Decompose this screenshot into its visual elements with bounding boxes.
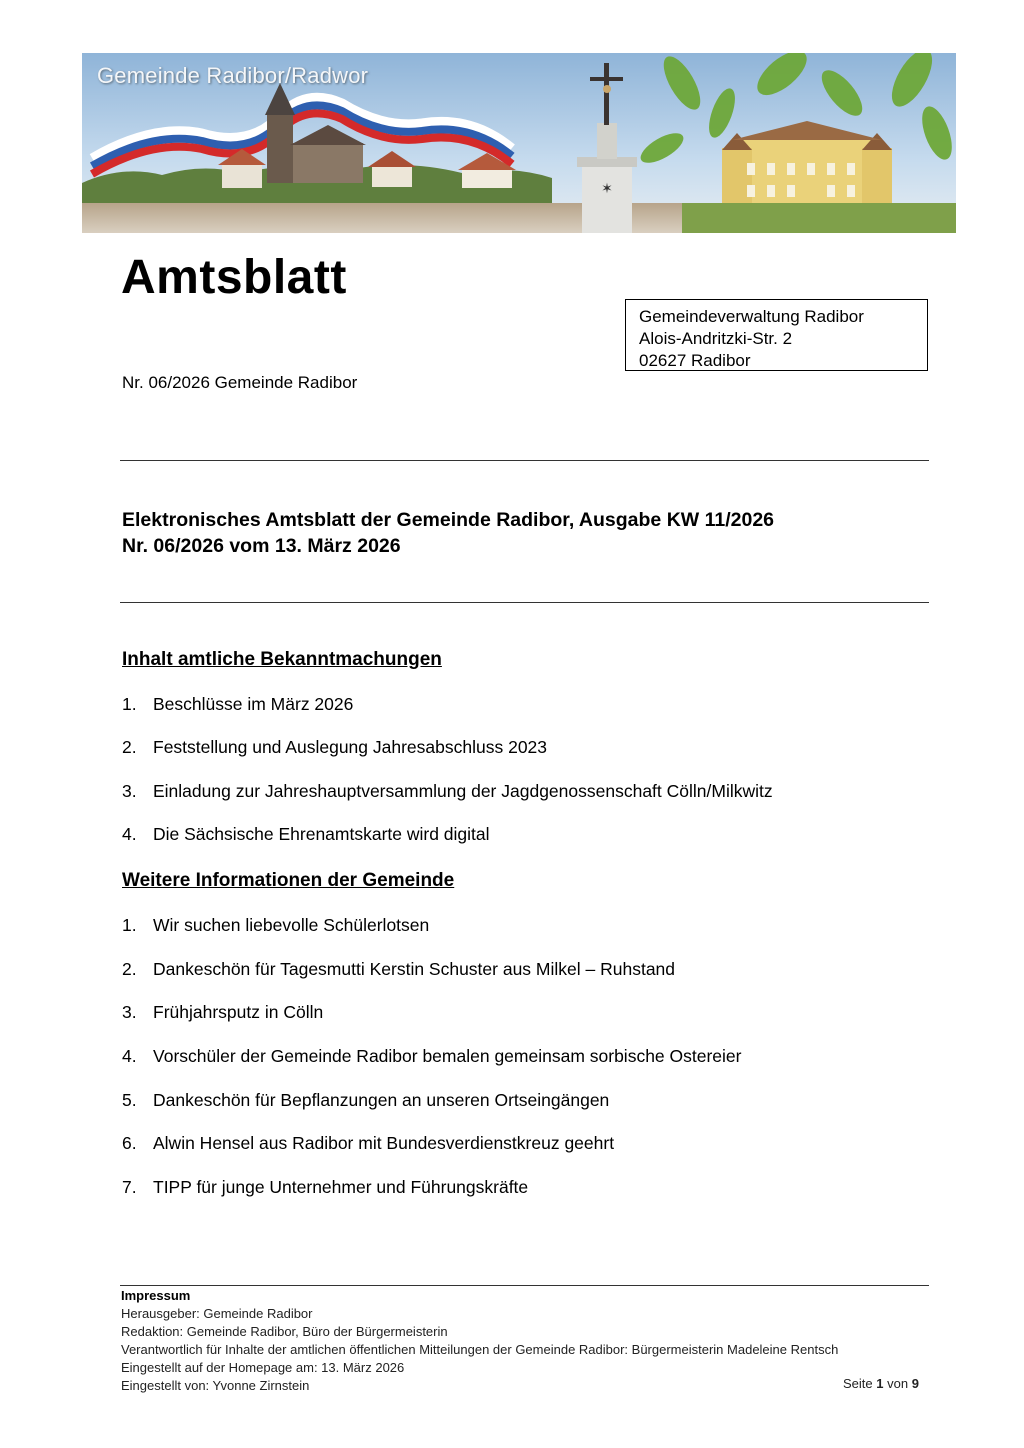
impressum-editor: Redaktion: Gemeinde Radibor, Büro der Bürgermeisterin bbox=[121, 1324, 448, 1339]
issue-line: Nr. 06/2026 Gemeinde Radibor bbox=[122, 373, 358, 392]
impressum-responsible: Verantwortlich für Inhalte der amtlichen öffentlichen Mitteilungen der Gemeinde Radibor: Bürgermeisterin Madeleine Rentsch bbox=[121, 1342, 839, 1357]
list-text: TIPP für junge Unternehmer und Führungskräfte bbox=[153, 1177, 529, 1197]
list-item bbox=[122, 694, 353, 715]
list-item bbox=[122, 781, 773, 802]
section-heading-official: Inhalt amtliche Bekanntmachungen bbox=[122, 649, 442, 670]
list-number: 3. bbox=[122, 781, 137, 801]
list-text: Vorschüler der Gemeinde Radibor bemalen gemeinsam sorbische Ostereier bbox=[153, 1046, 742, 1066]
impressum-published-date: Eingestellt auf der Homepage am: 13. März 2026 bbox=[121, 1360, 405, 1375]
section-heading-further-info: Weitere Informationen der Gemeinde bbox=[122, 870, 455, 891]
list-text: Alwin Hensel aus Radibor mit Bundesverdienstkreuz geehrt bbox=[153, 1133, 615, 1153]
header-banner bbox=[82, 53, 956, 233]
list-item bbox=[122, 1133, 614, 1154]
list-item bbox=[122, 1090, 609, 1111]
list-number: 4. bbox=[122, 1046, 137, 1066]
impressum bbox=[121, 1287, 838, 1395]
list-number: 1. bbox=[122, 915, 137, 935]
list-number: 7. bbox=[122, 1177, 137, 1197]
list-number: 5. bbox=[122, 1090, 137, 1110]
headline-line-1: Elektronisches Amtsblatt der Gemeinde Radibor, Ausgabe KW 11/2026 bbox=[122, 509, 775, 531]
list-item bbox=[122, 737, 547, 758]
list-number: 2. bbox=[122, 959, 137, 979]
list-number: 4. bbox=[122, 824, 137, 844]
address-line-2: Alois-Andritzki-Str. 2 bbox=[639, 329, 793, 348]
impressum-published-by: Eingestellt von: Yvonne Zirnstein bbox=[121, 1378, 310, 1393]
list-item bbox=[122, 959, 675, 980]
page-total: 9 bbox=[911, 1376, 919, 1391]
list-number: 2. bbox=[122, 737, 137, 757]
list-number: 3. bbox=[122, 1002, 137, 1022]
page-current: 1 bbox=[876, 1376, 884, 1391]
address-line-1: Gemeindeverwaltung Radibor bbox=[639, 307, 864, 326]
headline bbox=[122, 507, 774, 559]
banner-title: Gemeinde Radibor/Radwor bbox=[97, 63, 369, 88]
list-text: Feststellung und Auslegung Jahresabschluss 2023 bbox=[153, 737, 548, 757]
list-text: Dankeschön für Bepflanzungen an unseren Ortseingängen bbox=[153, 1090, 610, 1110]
list-text: Dankeschön für Tagesmutti Kerstin Schuster aus Milkel – Ruhstand bbox=[153, 959, 676, 979]
list-item bbox=[122, 1177, 528, 1198]
divider-top bbox=[120, 460, 929, 461]
impressum-title: Impressum bbox=[121, 1288, 191, 1303]
list-text: Beschlüsse im März 2026 bbox=[153, 694, 354, 714]
divider-middle bbox=[120, 602, 929, 603]
list-text: Wir suchen liebevolle Schülerlotsen bbox=[153, 915, 430, 935]
document-title: Amtsblatt bbox=[121, 251, 347, 304]
page-of-label: von bbox=[887, 1376, 909, 1391]
list-number: 1. bbox=[122, 694, 137, 714]
svg-text:✶: ✶ bbox=[601, 181, 613, 197]
page-number bbox=[843, 1376, 919, 1391]
list-text: Die Sächsische Ehrenamtskarte wird digital bbox=[153, 824, 490, 844]
list-text: Einladung zur Jahreshauptversammlung der Jagdgenossenschaft Cölln/Milkwitz bbox=[153, 781, 773, 801]
list-item bbox=[122, 915, 429, 936]
list-item bbox=[122, 1002, 323, 1023]
impressum-publisher: Herausgeber: Gemeinde Radibor bbox=[121, 1306, 313, 1321]
address-line-3: 02627 Radibor bbox=[639, 351, 751, 370]
list-item bbox=[122, 1046, 741, 1067]
page-label: Seite bbox=[843, 1376, 873, 1391]
divider-footer bbox=[120, 1285, 929, 1286]
address-box bbox=[625, 299, 928, 371]
headline-line-2: Nr. 06/2026 vom 13. März 2026 bbox=[122, 535, 401, 557]
list-item bbox=[122, 824, 490, 845]
list-number: 6. bbox=[122, 1133, 137, 1153]
list-text: Frühjahrsputz in Cölln bbox=[153, 1002, 324, 1022]
